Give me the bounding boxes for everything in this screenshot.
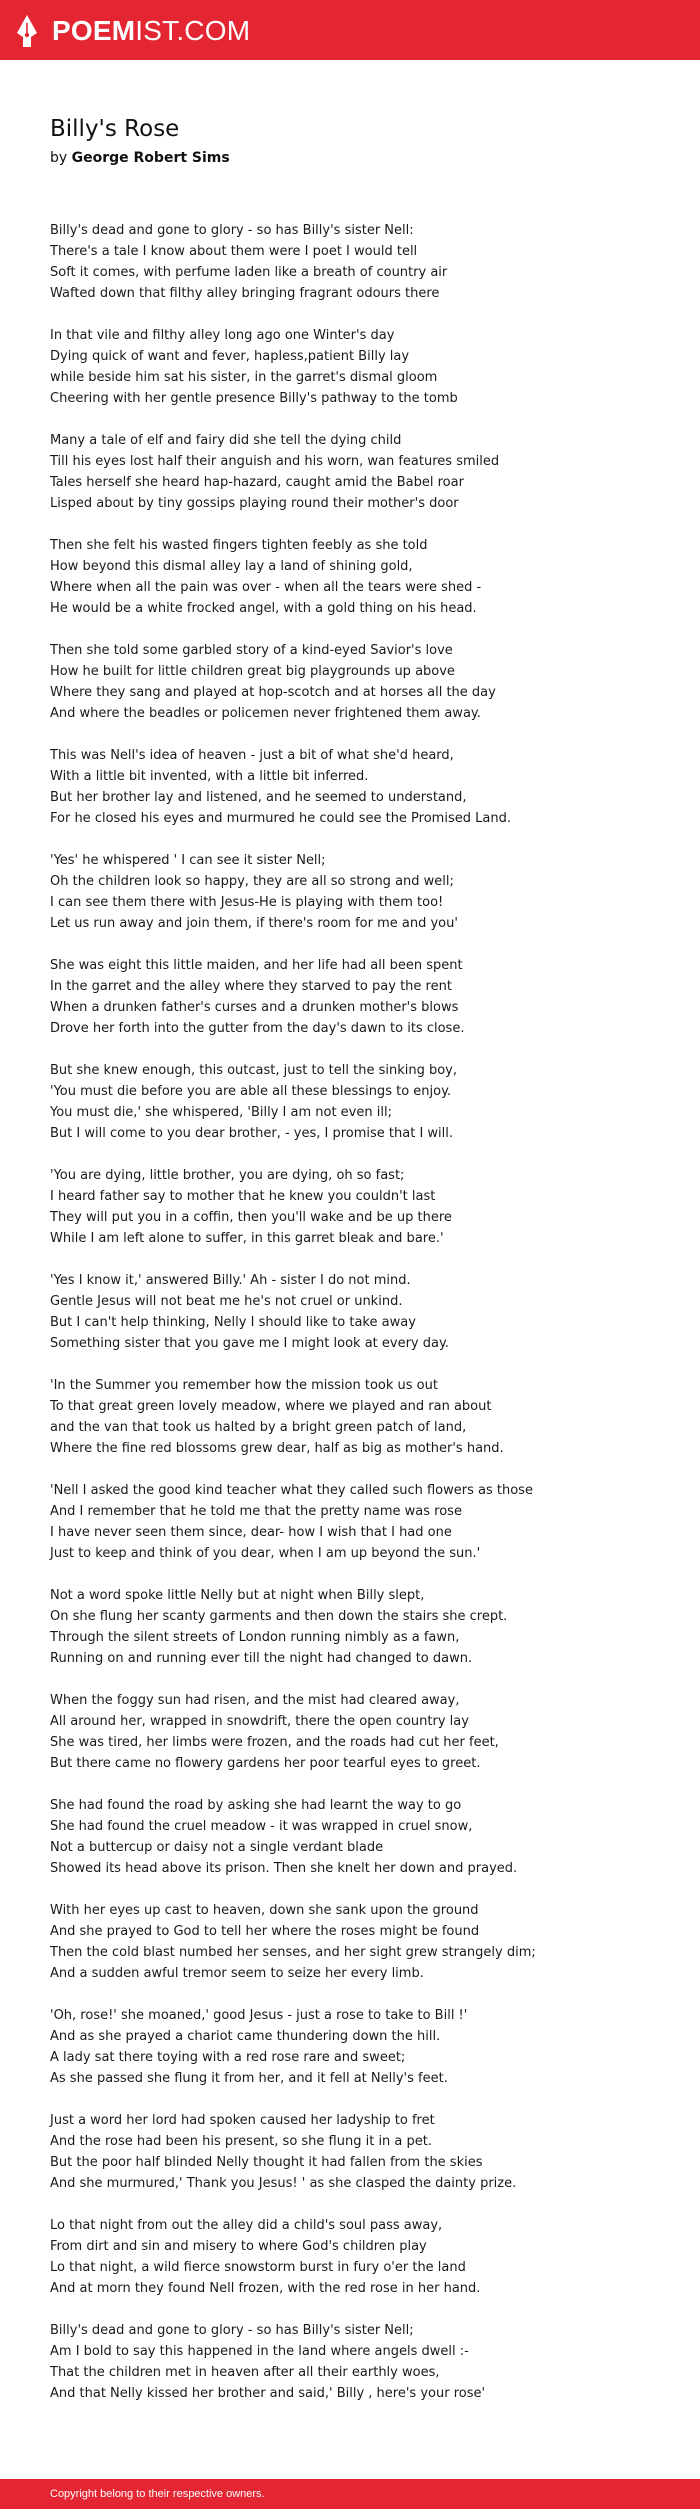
poem-line: While I am left alone to suffer, in this garret bleak and bare.' xyxy=(50,1231,444,1246)
poem-line: Tales herself she heard hap-hazard, caught amid the Babel roar xyxy=(50,475,464,490)
poem-line: and the van that took us halted by a bright green patch of land, xyxy=(50,1420,467,1435)
poem-line: They will put you in a coffin, then you'll wake and be up there xyxy=(50,1210,452,1225)
poem-line: But the poor half blinded Nelly thought it had fallen from the skies xyxy=(50,2155,483,2170)
poem-line: Am I bold to say this happened in the land where angels dwell :- xyxy=(50,2344,469,2359)
poem-line: From dirt and sin and misery to where God's children play xyxy=(50,2239,427,2254)
poem-line: while beside him sat his sister, in the garret's dismal gloom xyxy=(50,370,438,385)
logo-wordmark-light: IST.COM xyxy=(135,15,251,46)
stanza xyxy=(50,955,670,1039)
poem-line: And I remember that he told me that the pretty name was rose xyxy=(50,1504,462,1519)
site-header xyxy=(0,0,700,60)
poem-line: She had found the cruel meadow - it was wrapped in cruel snow, xyxy=(50,1819,473,1834)
stanza xyxy=(50,1375,670,1459)
poem-line: And as she prayed a chariot came thundering down the hill. xyxy=(50,2029,441,2044)
poem-line: Dying quick of want and fever, hapless,patient Billy lay xyxy=(50,349,410,364)
poem-line: Then the cold blast numbed her senses, and her sight grew strangely dim; xyxy=(50,1945,536,1960)
stanza xyxy=(50,1060,670,1144)
poem-line: To that great green lovely meadow, where we played and ran about xyxy=(50,1399,492,1414)
stanza xyxy=(50,1900,670,1984)
poem-line: She was tired, her limbs were frozen, and the roads had cut her feet, xyxy=(50,1735,499,1750)
poem-line: Lo that night, a wild fierce snowstorm burst in fury o'er the land xyxy=(50,2260,466,2275)
poem-line: Wafted down that filthy alley bringing fragrant odours there xyxy=(50,286,440,301)
poem-line: For he closed his eyes and murmured he could see the Promised Land. xyxy=(50,811,511,826)
poem-line: Oh the children look so happy, they are all so strong and well; xyxy=(50,874,454,889)
poem-line: How he built for little children great big playgrounds up above xyxy=(50,664,455,679)
poem-line: There's a tale I know about them were I poet I would tell xyxy=(50,244,418,259)
poem-line: 'You are dying, little brother, you are dying, oh so fast; xyxy=(50,1168,405,1183)
poem-line: Where they sang and played at hop-scotch and at horses all the day xyxy=(50,685,496,700)
poem-line: 'Yes I know it,' answered Billy.' Ah - sister I do not mind. xyxy=(50,1273,411,1288)
poem-line: But I can't help thinking, Nelly I should like to take away xyxy=(50,1315,416,1330)
poem-line: This was Nell's idea of heaven - just a bit of what she'd heard, xyxy=(50,748,454,763)
poem-line: And that Nelly kissed her brother and said,' Billy , here's your rose' xyxy=(50,2386,486,2401)
stanza xyxy=(50,1585,670,1669)
stanza xyxy=(50,325,670,409)
poem-line: All around her, wrapped in snowdrift, there the open country lay xyxy=(50,1714,469,1729)
poem-line: And she murmured,' Thank you Jesus! ' as she clasped the dainty prize. xyxy=(50,2176,517,2191)
poem-line: But she knew enough, this outcast, just to tell the sinking boy, xyxy=(50,1063,458,1078)
poem-line: Billy's dead and gone to glory - so has Billy's sister Nell: xyxy=(50,223,414,238)
by-label: by xyxy=(50,150,68,166)
stanza xyxy=(50,850,670,934)
poem-body xyxy=(50,220,670,2425)
poem-line: Till his eyes lost half their anguish and his worn, wan features smiled xyxy=(50,454,500,469)
poem-line: A lady sat there toying with a red rose rare and sweet; xyxy=(50,2050,406,2065)
poem-title: Billy's Rose xyxy=(50,116,180,142)
poem-line: 'Nell I asked the good kind teacher what they called such flowers as those xyxy=(50,1483,533,1498)
stanza xyxy=(50,2005,670,2089)
poem-line: I have never seen them since, dear- how I wish that I had one xyxy=(50,1525,452,1540)
logo-wordmark-bold: POEM xyxy=(52,15,136,46)
poem-line: 'Oh, rose!' she moaned,' good Jesus - just a rose to take to Bill !' xyxy=(50,2008,468,2023)
poem-line: But there came no flowery gardens her poor tearful eyes to greet. xyxy=(50,1756,481,1771)
poem-line: But I will come to you dear brother, - yes, I promise that I will. xyxy=(50,1126,454,1141)
poem-line: Through the silent streets of London running nimbly as a fawn, xyxy=(50,1630,460,1645)
site-logo[interactable] xyxy=(16,14,250,48)
site-footer xyxy=(0,2479,700,2509)
poem-line: Running on and running ever till the night had changed to dawn. xyxy=(50,1651,473,1666)
poem-line: She had found the road by asking she had learnt the way to go xyxy=(50,1798,462,1813)
stanza xyxy=(50,220,670,304)
poem-line: She was eight this little maiden, and her life had all been spent xyxy=(50,958,463,973)
poem-line: Where the fine red blossoms grew dear, half as big as mother's hand. xyxy=(50,1441,504,1456)
poem-line: Let us run away and join them, if there's room for me and you' xyxy=(50,916,458,931)
stanza xyxy=(50,2110,670,2194)
poem-line: Showed its head above its prison. Then she knelt her down and prayed. xyxy=(50,1861,518,1876)
poem-line: In the garret and the alley where they starved to pay the rent xyxy=(50,979,452,994)
poem-line: With a little bit invented, with a little bit inferred. xyxy=(50,769,369,784)
poem-line: 'Yes' he whispered ' I can see it sister Nell; xyxy=(50,853,326,868)
poem-line: Cheering with her gentle presence Billy's pathway to the tomb xyxy=(50,391,458,406)
poem-line: Not a word spoke little Nelly but at night when Billy slept, xyxy=(50,1588,425,1603)
poem-line: That the children met in heaven after all their earthly woes, xyxy=(50,2365,440,2380)
stanza xyxy=(50,640,670,724)
poem-line: 'You must die before you are able all these blessings to enjoy. xyxy=(50,1084,452,1099)
copyright-text: Copyright belong to their respective owners. xyxy=(50,2488,265,2500)
logo-wordmark xyxy=(52,15,250,47)
poem-line: With her eyes up cast to heaven, down she sank upon the ground xyxy=(50,1903,479,1918)
poem-line: Many a tale of elf and fairy did she tell the dying child xyxy=(50,433,402,448)
poem-line: Drove her forth into the gutter from the day's dawn to its close. xyxy=(50,1021,465,1036)
poem-line: In that vile and filthy alley long ago one Winter's day xyxy=(50,328,395,343)
poem-line: Not a buttercup or daisy not a single verdant blade xyxy=(50,1840,384,1855)
poem-line: How beyond this dismal alley lay a land of shining gold, xyxy=(50,559,413,574)
poem-line: He would be a white frocked angel, with a gold thing on his head. xyxy=(50,601,477,616)
fountain-pen-nib-icon xyxy=(16,15,38,47)
poem-line: And the rose had been his present, so she flung it in a pet. xyxy=(50,2134,433,2149)
poem-line: And at morn they found Nell frozen, with the red rose in her hand. xyxy=(50,2281,481,2296)
poem-line: Gentle Jesus will not beat me he's not cruel or unkind. xyxy=(50,1294,403,1309)
stanza xyxy=(50,1795,670,1879)
stanza xyxy=(50,2320,670,2404)
poem-line: And a sudden awful tremor seem to seize her every limb. xyxy=(50,1966,424,1981)
poem-line: You must die,' she whispered, 'Billy I am not even ill; xyxy=(50,1105,392,1120)
poem-line: Where when all the pain was over - when all the tears were shed - xyxy=(50,580,482,595)
poem-line: And she prayed to God to tell her where the roses might be found xyxy=(50,1924,480,1939)
stanza xyxy=(50,745,670,829)
stanza xyxy=(50,1480,670,1564)
poem-line: Lisped about by tiny gossips playing round their mother's door xyxy=(50,496,459,511)
poem-line: As she passed she flung it from her, and it fell at Nelly's feet. xyxy=(50,2071,448,2086)
poem-line: On she flung her scanty garments and then down the stairs she crept. xyxy=(50,1609,508,1624)
stanza xyxy=(50,2215,670,2299)
poem-line: Lo that night from out the alley did a child's soul pass away, xyxy=(50,2218,443,2233)
author-name[interactable]: George Robert Sims xyxy=(71,150,230,166)
poem-line: Billy's dead and gone to glory - so has Billy's sister Nell; xyxy=(50,2323,414,2338)
poem-line: When the foggy sun had risen, and the mist had cleared away, xyxy=(50,1693,460,1708)
poem-line: I heard father say to mother that he knew you couldn't last xyxy=(50,1189,436,1204)
byline xyxy=(50,148,230,168)
poem-line: I can see them there with Jesus-He is playing with them too! xyxy=(50,895,444,910)
poem-line: When a drunken father's curses and a drunken mother's blows xyxy=(50,1000,459,1015)
poem-line: But her brother lay and listened, and he seemed to understand, xyxy=(50,790,467,805)
poem-line: 'In the Summer you remember how the mission took us out xyxy=(50,1378,438,1393)
stanza xyxy=(50,535,670,619)
poem-line: Just to keep and think of you dear, when I am up beyond the sun.' xyxy=(50,1546,481,1561)
stanza xyxy=(50,1690,670,1774)
poem-line: Something sister that you gave me I might look at every day. xyxy=(50,1336,449,1351)
stanza xyxy=(50,1165,670,1249)
poem-line: And where the beadles or policemen never frightened them away. xyxy=(50,706,481,721)
poem-line: Just a word her lord had spoken caused her ladyship to fret xyxy=(50,2113,435,2128)
poem-line: Then she felt his wasted fingers tighten feebly as she told xyxy=(50,538,428,553)
poem-line: Soft it comes, with perfume laden like a breath of country air xyxy=(50,265,448,280)
stanza xyxy=(50,430,670,514)
stanza xyxy=(50,1270,670,1354)
poem-line: Then she told some garbled story of a kind-eyed Savior's love xyxy=(50,643,453,658)
